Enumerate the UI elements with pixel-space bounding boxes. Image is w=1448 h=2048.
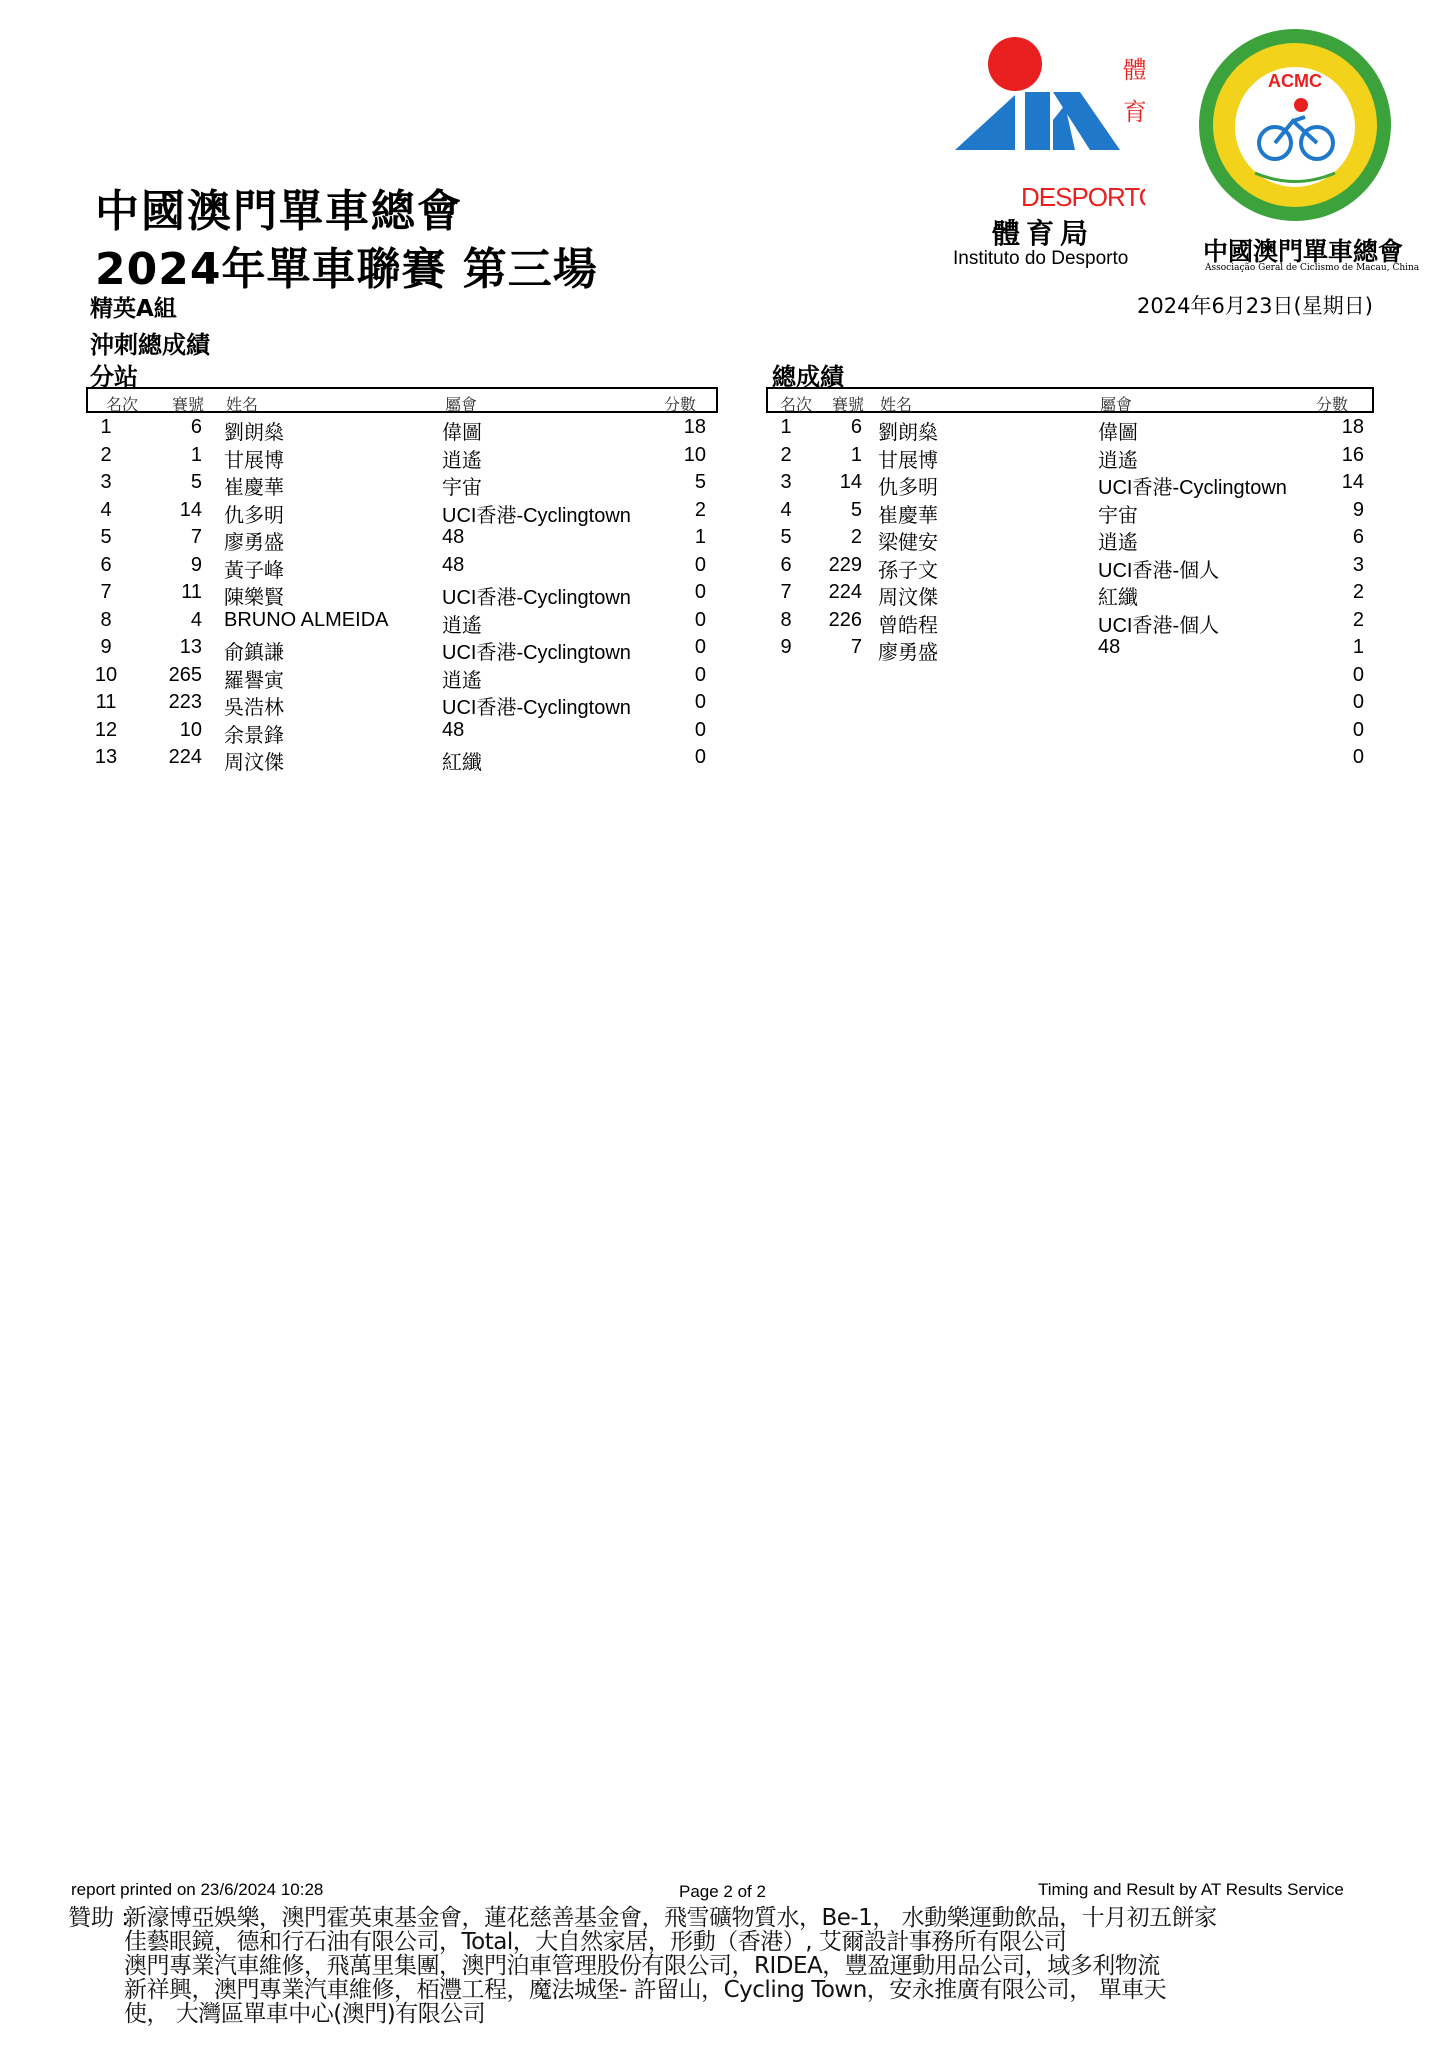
acmc-logo: [1195, 25, 1395, 225]
overall-table-header: [766, 387, 1374, 413]
cell-score: 0: [694, 581, 706, 603]
cell-bib: 13: [179, 636, 202, 658]
cell-name: 俞鎮謙: [224, 642, 284, 664]
cell-club: UCI香港-個人: [1098, 614, 1220, 637]
col-score-header: 分數: [1316, 395, 1349, 414]
overall-table-body: [766, 413, 1374, 771]
table-row: [766, 523, 1374, 554]
cell-score: 18: [683, 416, 706, 438]
table-row: [86, 413, 718, 444]
cell-club: 48: [442, 526, 465, 548]
table-row: [766, 688, 1374, 716]
col-club-header: 屬會: [1100, 395, 1133, 414]
cell-name: 羅譽寅: [224, 669, 284, 692]
stage-table-header: [86, 387, 718, 413]
cell-bib: 1: [190, 443, 202, 466]
cell-bib: 1: [850, 443, 862, 466]
table-row: [86, 468, 718, 499]
col-bib-header: 賽號: [172, 395, 205, 414]
cell-rank: 3: [100, 471, 112, 493]
cell-bib: 224: [168, 746, 202, 768]
cell-club: 逍遙: [442, 449, 482, 472]
cell-score: 0: [1352, 663, 1364, 686]
cell-rank: 7: [780, 581, 792, 603]
cell-club: 48: [442, 718, 465, 741]
cell-name: 周汶傑: [224, 752, 284, 774]
org-title: 中國澳門單車總會: [95, 186, 463, 237]
cell-bib: 223: [168, 691, 202, 713]
sponsor-label: 贊助 :: [68, 1905, 130, 1931]
cell-bib: 14: [839, 471, 862, 493]
cell-club: UCI香港-Cyclingtown: [442, 697, 631, 719]
col-rank-header: 名次: [780, 395, 813, 414]
col-name-header: 姓名: [226, 395, 259, 414]
acmc-badge-text: ACMC: [1268, 71, 1322, 91]
cell-club: 48: [1098, 636, 1121, 658]
cell-score: 1: [1352, 636, 1364, 658]
cell-name: 劉朗燊: [878, 422, 938, 444]
cell-score: 6: [1352, 526, 1364, 548]
cell-name: 梁健安: [878, 532, 938, 554]
table-row: [86, 551, 718, 582]
cell-rank: 4: [100, 498, 112, 521]
table-row: [766, 441, 1374, 472]
desporto-emblem-icon: [945, 30, 1145, 220]
cell-name: 孫子文: [878, 559, 938, 582]
table-row: [86, 743, 718, 774]
table-row: [86, 606, 718, 637]
acmc-name-cn: 中國澳門單車總會: [1203, 237, 1404, 266]
cell-rank: 6: [100, 553, 112, 576]
cell-bib: 7: [850, 636, 862, 658]
timing-service-text: Timing and Result by AT Results Service: [1038, 1880, 1344, 1899]
cell-name: 劉朗燊: [224, 422, 284, 444]
cell-rank: 9: [100, 636, 112, 658]
cell-score: 2: [1352, 608, 1364, 631]
cell-score: 0: [694, 691, 706, 713]
cell-name: 廖勇盛: [878, 642, 938, 664]
cell-club: UCI香港-Cyclingtown: [1098, 477, 1287, 499]
cell-club: 紅纖: [442, 752, 482, 774]
col-bib-header: 賽號: [832, 395, 865, 414]
cell-score: 9: [1352, 498, 1364, 521]
cell-score: 14: [1341, 471, 1364, 493]
cell-bib: 7: [190, 526, 202, 548]
cell-name: 廖勇盛: [224, 532, 284, 554]
col-rank-header: 名次: [106, 395, 139, 414]
report-subtitle: 沖刺總成績: [90, 331, 210, 359]
cell-club: 紅纖: [1098, 587, 1138, 609]
table-row: [86, 578, 718, 609]
sponsor-list: 新濠博亞娛樂，澳門霍英東基金會，蓮花慈善基金會，飛雪礦物質水，Be-1， 水動樂運動飲品，十月初五餅家 佳藝眼鏡，德和行石油有限公司，Total，大自然家居，形動（香港）, 艾爾設計事務所有限公司 澳門專業汽車維修，飛萬里集團，澳門泊車管理股份有限公司，RIDEA，豐盈運動用品公司，域多利物流 新祥興，澳門專業汽車維修，栢灃工程，魔法城堡- 許留山，Cycling Town，安永推廣有限公司， 單車天 使， 大灣區單車中心(澳門)有限公司: [124, 1905, 1217, 2027]
cell-bib: 2: [850, 526, 862, 548]
cell-rank: 5: [780, 526, 792, 548]
cell-rank: 13: [94, 746, 118, 768]
cell-name: 仇多明: [878, 477, 938, 499]
cell-rank: 3: [780, 471, 792, 493]
table-row: [766, 468, 1374, 499]
col-name-header: 姓名: [880, 395, 913, 414]
col-score-header: 分數: [664, 395, 697, 414]
cell-club: 48: [442, 553, 465, 576]
desporto-brand: DESPORTO: [1021, 182, 1145, 212]
overall-results-table: [766, 387, 1374, 771]
table-row: [86, 496, 718, 527]
page-number: Page 2 of 2: [679, 1882, 766, 1901]
cell-bib: 6: [190, 416, 202, 438]
cell-rank: 6: [780, 553, 792, 576]
cell-rank: 5: [100, 526, 112, 548]
acmc-emblem-icon: [1195, 25, 1395, 225]
cell-name: 甘展博: [878, 449, 938, 472]
cell-club: UCI香港-Cyclingtown: [442, 642, 631, 664]
cell-name: 甘展博: [224, 449, 284, 472]
table-row: [86, 633, 718, 664]
cell-score: 0: [694, 718, 706, 741]
cell-score: 2: [694, 498, 706, 521]
acmc-name-pt: Associação Geral de Ciclismo de Macau, China: [1205, 263, 1420, 273]
desporto-name-pt: Instituto do Desporto: [953, 248, 1129, 269]
cell-score: 0: [1352, 691, 1364, 713]
cell-rank: 9: [780, 636, 792, 658]
table-row: [766, 606, 1374, 637]
cell-club: 逍遙: [442, 614, 482, 637]
table-row: [766, 743, 1374, 771]
cell-club: UCI香港-個人: [1098, 559, 1220, 582]
category-label: 精英A組: [90, 296, 177, 322]
cell-rank: 2: [100, 443, 112, 466]
cell-name: BRUNO ALMEIDA: [224, 608, 389, 631]
table-row: [766, 551, 1374, 582]
cell-bib: 5: [190, 471, 202, 493]
table-row: [766, 413, 1374, 444]
cell-name: 余景鋒: [224, 724, 284, 747]
cell-score: 3: [1352, 553, 1364, 576]
cell-score: 0: [694, 608, 706, 631]
cell-score: 5: [694, 471, 706, 493]
cell-score: 16: [1341, 443, 1364, 466]
cell-bib: 224: [828, 581, 862, 603]
cell-rank: 11: [95, 691, 117, 713]
cell-bib: 226: [828, 608, 862, 631]
desporto-cn-top2: 育: [1123, 98, 1145, 126]
cell-club: 逍遙: [1098, 532, 1138, 554]
cell-score: 0: [1352, 718, 1364, 741]
cell-name: 崔慶華: [224, 477, 284, 499]
cell-score: 0: [694, 663, 706, 686]
table-row: [86, 688, 718, 719]
col-club-header: 屬會: [445, 395, 478, 414]
table-row: [766, 661, 1374, 689]
cell-rank: 4: [780, 498, 792, 521]
table-row: [86, 523, 718, 554]
stage-results-table: [86, 387, 718, 774]
cell-bib: 9: [190, 553, 202, 576]
table-row: [766, 496, 1374, 527]
report-printed-text: report printed on 23/6/2024 10:28: [71, 1880, 324, 1899]
cell-score: 0: [694, 636, 706, 658]
cell-rank: 8: [100, 608, 112, 631]
cell-score: 18: [1341, 416, 1364, 438]
cell-score: 10: [683, 443, 706, 466]
cell-score: 1: [694, 526, 706, 548]
cell-rank: 7: [100, 581, 112, 603]
cell-bib: 14: [179, 498, 202, 521]
overall-section-title: 總成績: [772, 363, 844, 391]
cell-name: 周汶傑: [878, 587, 938, 609]
table-row: [86, 661, 718, 692]
event-date: 2024年6月23日(星期日): [1137, 294, 1373, 318]
cell-club: 偉圖: [442, 422, 482, 444]
cell-bib: 265: [168, 663, 202, 686]
cell-name: 崔慶華: [878, 504, 938, 527]
cell-club: 宇宙: [1098, 504, 1138, 527]
table-row: [766, 578, 1374, 609]
cell-rank: 1: [100, 416, 112, 438]
cell-bib: 5: [850, 498, 862, 521]
cell-bib: 6: [850, 416, 862, 438]
table-row: [86, 441, 718, 472]
cell-name: 仇多明: [224, 504, 284, 527]
cell-club: UCI香港-Cyclingtown: [442, 587, 631, 609]
cell-club: 逍遙: [442, 669, 482, 692]
stage-section-title: 分站: [90, 363, 138, 391]
cell-club: 逍遙: [1098, 449, 1138, 472]
cell-rank: 8: [780, 608, 792, 631]
cell-name: 黃子峰: [224, 559, 284, 582]
table-row: [766, 716, 1374, 744]
cell-score: 0: [1352, 746, 1364, 768]
cell-bib: 11: [181, 581, 202, 603]
cell-rank: 2: [780, 443, 792, 466]
event-title: 2024年單車聯賽 第三場: [95, 244, 598, 295]
desporto-name-cn: 體育局: [992, 217, 1095, 250]
cell-name: 曾皓程: [878, 614, 938, 637]
table-row: [86, 716, 718, 747]
table-row: [766, 633, 1374, 664]
cell-club: UCI香港-Cyclingtown: [442, 504, 631, 527]
cell-name: 吳浩林: [224, 697, 284, 719]
cell-score: 0: [694, 553, 706, 576]
cell-rank: 10: [94, 663, 118, 686]
cell-club: 宇宙: [442, 477, 482, 499]
cell-name: 陳樂賢: [224, 587, 284, 609]
stage-table-body: [86, 413, 718, 774]
cell-bib: 10: [179, 718, 202, 741]
desporto-cn-top: 體: [1123, 56, 1145, 84]
cell-score: 0: [694, 746, 706, 768]
cell-score: 2: [1352, 581, 1364, 603]
cell-bib: 229: [828, 553, 862, 576]
cell-club: 偉圖: [1098, 422, 1138, 444]
cell-rank: 1: [780, 416, 792, 438]
cell-bib: 4: [190, 608, 202, 631]
cell-rank: 12: [94, 718, 118, 741]
